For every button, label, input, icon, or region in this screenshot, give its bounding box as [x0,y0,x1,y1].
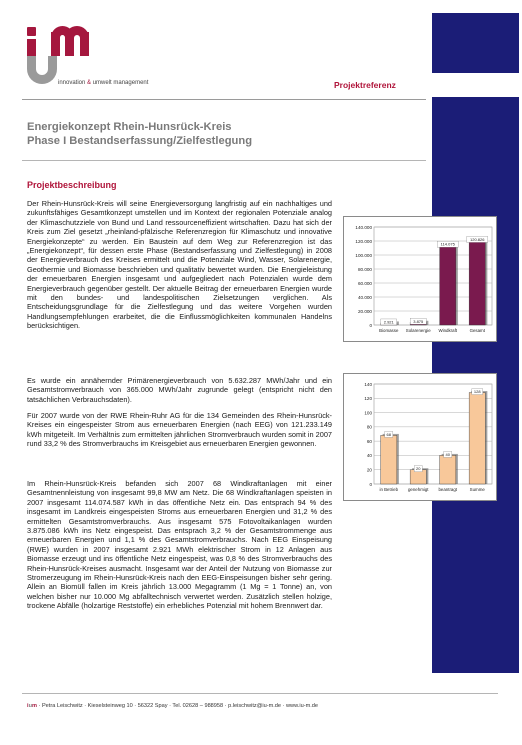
footer-contact: ium · Petra Leischwitz · Kieselsteinweg 10 · 56322 Spay · Tel. 02628 – 988958 · p.leischwitz@iu-m.de · www.iu-m.de [27,703,319,709]
logo-i-dot [27,27,36,36]
data-label: 2.921 [383,319,394,325]
bar [440,455,456,484]
y-tick-label: 100.000 [355,252,372,258]
bar [469,393,485,484]
y-tick-label: 120.000 [355,238,372,244]
category-label: Solarenergie [405,328,431,333]
bar [440,245,456,325]
y-tick-label: 0 [369,322,372,328]
footer-text: · Petra Leischwitz · Kieselsteinweg 10 · 56322 Spay · Tel. 02628 – 988958 · p.leischwitz@iu-m.de · www.iu-m.de [36,703,319,709]
logo-u-shape [27,56,57,84]
company-logo [22,26,182,92]
title-divider [22,160,426,161]
section-heading: Projektbeschreibung [27,180,117,190]
y-tick-label: 80.000 [357,266,372,272]
data-label: 68 [386,431,391,437]
paragraph-2: Es wurde ein annähernder Primärenergieverbrauch von 5.632.287 MWh/Jahr und ein Gesamtstromverbrauch von 365.000 MWh/Jahr zugrunde gelegt (entspricht nicht den tatsächlichen Verbrauchsdaten). [27,376,332,404]
data-label: 114.075 [440,241,455,247]
data-label: 20 [416,466,421,472]
y-tick-label: 60 [366,438,372,444]
title-line-2: Phase I Bestandserfassung/Zielfestlegung [27,135,253,147]
logo-tagline: innovation & umwelt management [58,80,149,86]
chart-wind-turbines-svg [344,374,496,500]
y-tick-label: 20.000 [357,308,372,314]
y-tick-label: 0 [369,481,372,487]
category-label: beantragt [438,487,458,492]
category-label: in Betrieb [379,487,399,492]
y-tick-label: 140.000 [355,224,372,230]
data-label: 120.826 [470,236,485,242]
title-line-1: Energiekonzept Rhein-Hunsrück-Kreis [27,121,232,133]
bar [381,435,397,484]
sidebar-band [432,13,519,673]
category-label: Windkraft [438,328,458,333]
paragraph-4: Im Rhein-Hunsrück-Kreis befanden sich 2007 68 Windkraftanlagen mit einer Gesamtnennleistung von insgesamt 99,8 MW am Netz. Die 68 Windkraftanlagen speisten in 2007 insgesamt 114.074.587 kWh in das öffentliche Netz ein. Das entsprach 94 % des insgesamt im Landkreis eingespeisten Stroms aus erneuerbaren Energien und 31,2 % des ermittelten Gesamtstromverbrauchs. Aus insgesamt 575 Fotovoltaikanlagen wurden 3.875.086 kWh ins Netz eingespeist. Das entsprach 3,2 % der Gesamtstrommenge aus erneuerbaren Energien und 1,1 % des Gesamtstromverbrauchs. Nach EEG Einspeisung (RWE) wurden in 2007 insgesamt 2.921 MWh elektrischer Strom in 12 Anlagen aus Biomasse erzeugt und ins öffentliche Netz eingespeist, was 0,8 % des Stromverbrauchs des Rhein-Hunsrück-Kreises ausmacht. Insgesamt war der Anteil der Nutzung von Biomasse zur Stromerzeugung im Rhein-Hunsrück-Kreis nach den EEG-Einspeisungen bisher sehr gering. Allein an Biomüll fallen im Kreis jährlich 13.000 Megagramm (1 Mg = 1 Tonne) an, von welchen bisher nur 10.000 Mg abfalltechnisch verwertet werden. Zusätzlich stellen holzige, trockene Abfälle (holzartige Reststoffe) ein erhebliches Potenzial mit hohem Brennwert dar. [27,479,332,611]
y-tick-label: 80 [366,424,372,430]
bar [469,240,485,325]
category-label: Summe [469,487,485,492]
paragraph-1: Der Rhein-Hunsrück-Kreis will seine Energieversorgung langfristig auf ein nachhaltiges und zukunftsfähiges Gesamtkonzept umstellen und im Kontext der regionalen Potenziale analog der Klimaschutzziele von Bund und Land ressourceneffizient wirtschaften. Dazu hat sich der Kreis zum Ziel gesetzt „rheinland-pfälzische Referenzregion für Klimaschutz und innovative Energiekonzepte“ zu werden. Ein Baustein auf dem Weg zur Referenzregion ist das „Energiekonzept“, für dessen erste Phase (Bestandserfassung und Zielfestlegung) in 2008 der Energieverbrauch des Kreises ermittelt und die Potenziale Wind, Wasser, Solarenergie, Geothermie und Biomasse beschrieben und qualitativ bewertet wurden. Die Energieleistung der erneuerbaren Energien insgesamt und aufgegliedert nach Potenzialen wurde dem Energieverbrauch gegenüber gestellt. Der aktuelle Beitrag der erneuerbaren Energien wurde mit den bundes- und landespolitischen Zielsetzungen verglichen. Als Entscheidungsgrundlage für die Zielfestlegung und das weitere Vorgehen wurden Handlungsempfehlungen erarbeitet, die die Einflussmöglichkeiten kommunalen Handelns berücksichtigen. [27,199,332,331]
y-tick-label: 140 [364,381,372,387]
paragraph-3: Für 2007 wurde von der RWE Rhein-Ruhr AG für die 134 Gemeinden des Rhein-Hunsrück-Kreises ein eingespeister Strom aus erneuerbaren Energien (nach EEG) von 121.233.149 kWh mitgeteilt. Im Verhältnis zum ermittelten jährlichen Stromverbrauch wurden somit in 2007 rund 33,2 % des Stromverbrauchs im Kreisgebiet aus erneuerbaren Energien gewonnen. [27,411,332,449]
y-tick-label: 40.000 [357,294,372,300]
y-tick-label: 100 [364,410,372,416]
chart-renewable-energy-svg [344,217,496,341]
project-reference-label: Projektreferenz [334,80,396,90]
category-label: Biomasse [379,328,399,333]
chart-wind-turbines [343,373,497,501]
category-label: Gesamt [469,328,485,333]
data-label: 3.875 [413,318,424,324]
y-tick-label: 20 [366,467,372,473]
category-label: genehmigt [407,487,429,492]
sidebar-gap [432,73,519,97]
y-tick-label: 40 [366,453,372,459]
y-tick-label: 60.000 [357,280,372,286]
chart-renewable-energy [343,216,497,342]
header-divider [22,99,426,100]
footer-divider [22,693,498,694]
data-label: 128 [473,389,481,395]
document-title [27,120,427,148]
logo-m-shape [51,26,91,56]
data-label: 40 [445,451,450,457]
y-tick-label: 120 [364,396,372,402]
